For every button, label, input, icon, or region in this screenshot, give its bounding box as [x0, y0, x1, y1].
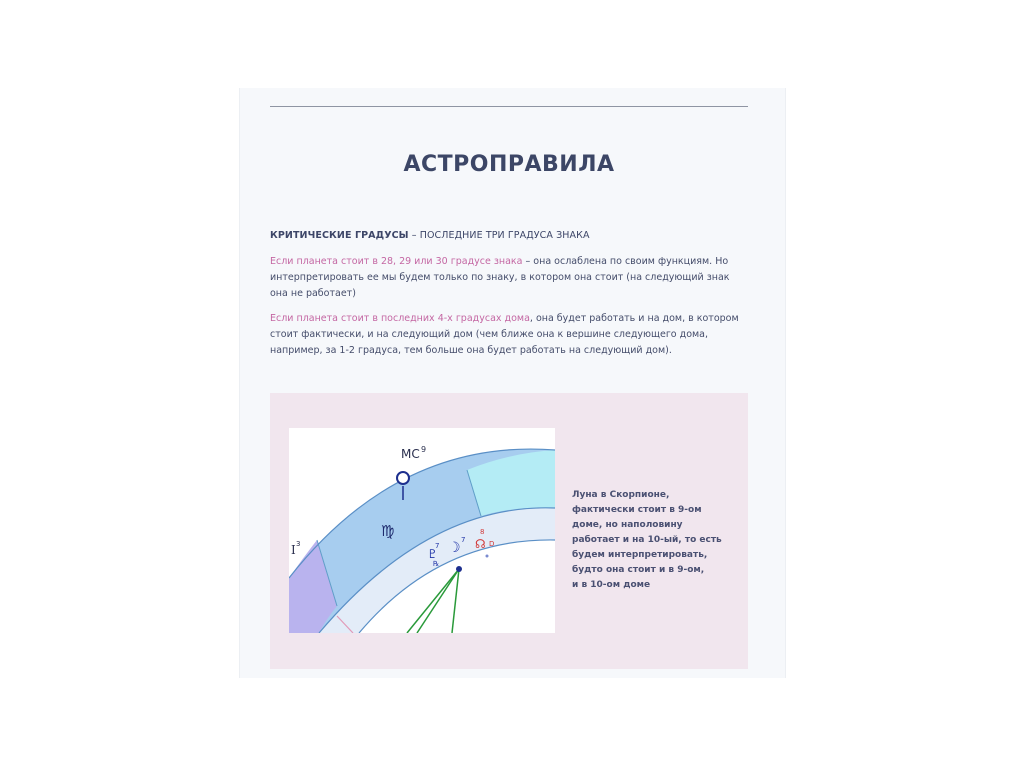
pluto-glyph: ♇ — [427, 547, 438, 561]
caption-line: будто она стоит и в 9-ом, — [572, 565, 705, 575]
top-divider — [270, 106, 748, 107]
pluto-retro: ℞ — [433, 560, 440, 568]
mc-label: MC — [401, 447, 420, 461]
moon-glyph: ☽ — [448, 540, 461, 556]
paragraph-text: , она будет работать и на дом, в котором стоит фактически, и на следующий дом (чем ближе она к вершине следующего дома, например, за 1-2 градуса, тем больше она будет работать на следующий дом). — [270, 313, 739, 356]
caption-line: будем интерпретировать, — [572, 550, 708, 560]
caption-line: работает и на 10-ый, то есть — [572, 535, 722, 545]
caption-line: фактически стоит в 9-ом — [572, 505, 702, 515]
paragraph-text: – она ослаблена по своим функциям. Но интерпретировать ее мы будем только по знаку, в котором она стоит (на следующий знак она не работает) — [270, 256, 730, 299]
chart-svg — [289, 428, 555, 633]
node-direct-mark: D — [489, 540, 495, 548]
page-title: АСТРОПРАВИЛА — [403, 152, 615, 177]
node-degree: 8 — [480, 528, 485, 536]
caption-line: доме, но наполовину — [572, 520, 683, 530]
house-degree: 3 — [296, 540, 301, 548]
caption-line: и в 10-ом доме — [572, 580, 651, 590]
mc-marker — [397, 472, 409, 484]
pluto-degree: 7 — [435, 542, 440, 550]
paragraph-highlight: Если планета стоит в последних 4-х градусах дома — [270, 313, 530, 324]
caption-line: Луна в Скорпионе, — [572, 490, 670, 500]
chart-caption — [572, 488, 744, 593]
moon-degree: 7 — [461, 536, 466, 544]
natal-chart-fragment — [289, 428, 555, 633]
house-label: I — [291, 543, 296, 557]
subheading-rest: – ПОСЛЕДНИЕ ТРИ ГРАДУСА ЗНАКА — [408, 230, 590, 241]
paragraph-highlight: Если планета стоит в 28, 29 или 30 градусе знака — [270, 256, 523, 267]
node-glyph: ☊ — [475, 537, 486, 551]
rule-paragraph-houses — [270, 311, 750, 359]
mc-degree: 9 — [421, 445, 427, 454]
virgo-glyph: ♍ — [381, 522, 395, 540]
rule-paragraph-degrees — [270, 254, 750, 302]
subheading-bold: КРИТИЧЕСКИЕ ГРАДУСЫ — [270, 230, 409, 241]
section-subheading — [270, 230, 590, 241]
position-dot — [486, 555, 489, 558]
moon-position-dot — [456, 566, 462, 572]
